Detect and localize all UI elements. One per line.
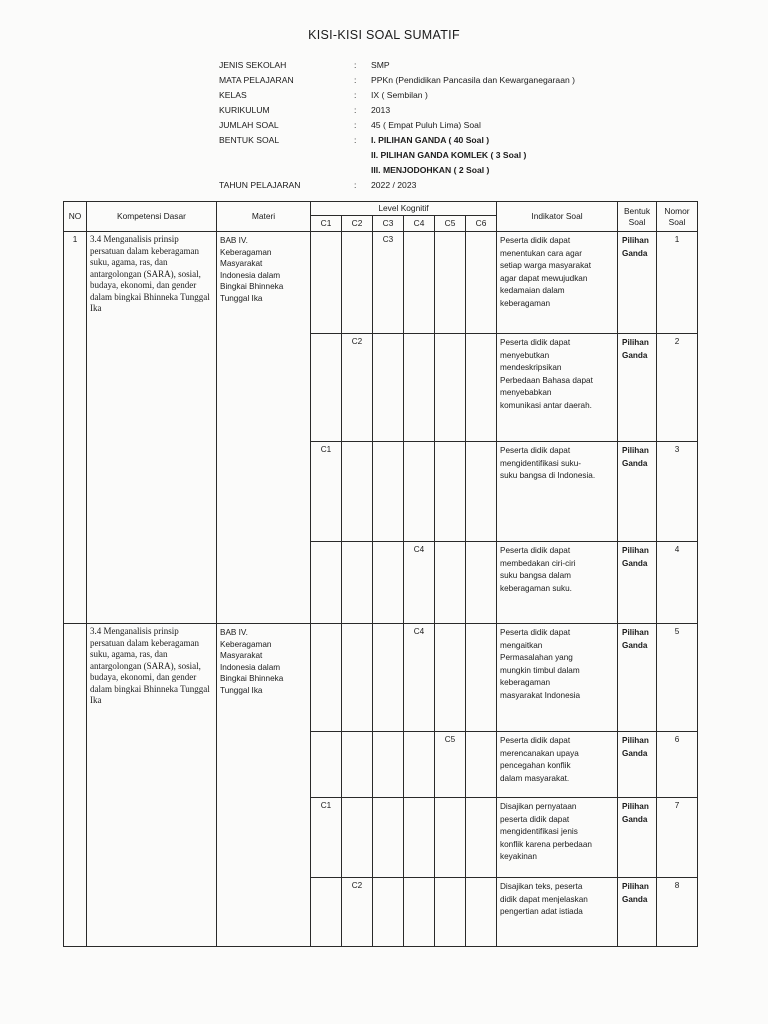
level-cell-c2: C2	[342, 878, 373, 947]
indikator-cell	[497, 798, 618, 878]
info-row-school-year	[219, 178, 575, 193]
info-colon: :	[354, 90, 357, 100]
header-level-c5: C5	[435, 216, 466, 232]
info-row-class	[219, 88, 575, 103]
nomor-soal-cell: 6	[657, 732, 698, 798]
info-colon: :	[354, 105, 357, 115]
level-cell-c3	[373, 542, 404, 624]
level-cell-c3	[373, 878, 404, 947]
bentuk-soal-line: Ganda	[622, 558, 648, 568]
indikator-cell	[497, 624, 618, 732]
level-cell-c1	[311, 624, 342, 732]
table-body	[64, 232, 698, 947]
level-cell-c6	[466, 232, 497, 334]
info-label: JUMLAH SOAL	[219, 120, 279, 130]
table-row	[64, 624, 698, 732]
bentuk-soal-cell	[618, 542, 657, 624]
level-cell-c6	[466, 624, 497, 732]
nomor-soal-cell: 7	[657, 798, 698, 878]
info-label: KURIKULUM	[219, 105, 270, 115]
level-cell-c6	[466, 542, 497, 624]
level-cell-c5	[435, 232, 466, 334]
level-cell-c4	[404, 732, 435, 798]
nomor-soal-cell: 3	[657, 442, 698, 542]
info-value: PPKn (Pendidikan Pancasila dan Kewarganegaraan )	[371, 75, 575, 85]
materi-line: Bingkai Bhinneka	[220, 674, 284, 683]
bentuk-soal-cell	[618, 442, 657, 542]
indikator-line: agar dapat mewujudkan	[500, 273, 588, 283]
indikator-line: pengertian adat istiada	[500, 907, 583, 916]
indikator-line: Peserta didik dapat	[500, 546, 571, 555]
materi-line: Tunggal Ika	[220, 293, 263, 303]
materi-line: Tunggal Ika	[220, 685, 263, 695]
materi-line: Masyarakat	[220, 259, 263, 268]
level-cell-c4	[404, 442, 435, 542]
indikator-line: keberagaman suku.	[500, 583, 572, 593]
info-value: 2013	[371, 105, 391, 115]
bentuk-soal-line: Ganda	[622, 814, 648, 824]
level-cell-c5	[435, 334, 466, 442]
info-row-subject	[219, 73, 575, 88]
level-cell-c2	[342, 798, 373, 878]
info-row-question-form-3	[219, 163, 575, 178]
bentuk-soal-line: Ganda	[622, 458, 648, 468]
level-cell-c1	[311, 878, 342, 947]
nomor-soal-cell: 5	[657, 624, 698, 732]
indikator-line: membedakan ciri-ciri	[500, 558, 576, 568]
info-label: JENIS SEKOLAH	[219, 60, 287, 70]
indikator-line: Disajikan teks, peserta	[500, 882, 583, 891]
indikator-line: konflik karena perbedaan	[500, 839, 592, 849]
level-cell-c3	[373, 624, 404, 732]
indikator-line: kedamaian dalam	[500, 286, 565, 295]
info-value: 2022 / 2023	[371, 180, 417, 190]
header-kompetensi-dasar: Kompetensi Dasar	[87, 202, 217, 232]
level-cell-c6	[466, 878, 497, 947]
bentuk-soal-cell	[618, 334, 657, 442]
level-cell-c2: C2	[342, 334, 373, 442]
indikator-cell	[497, 878, 618, 947]
info-label: TAHUN PELAJARAN	[219, 180, 301, 190]
materi-cell	[217, 232, 311, 624]
info-row-question-form	[219, 133, 575, 148]
info-value: II. PILIHAN GANDA KOMLEK ( 3 Soal )	[371, 150, 527, 160]
level-cell-c5	[435, 542, 466, 624]
indikator-line: dalam masyarakat.	[500, 773, 570, 783]
bentuk-soal-line: Ganda	[622, 640, 648, 650]
header-level-kognitif: Level Kognitif	[311, 202, 497, 216]
bentuk-soal-line: Pilihan	[622, 236, 649, 245]
nomor-soal-cell: 4	[657, 542, 698, 624]
level-cell-c5	[435, 798, 466, 878]
info-row-question-form-2	[219, 148, 575, 163]
header-bentuk-soal: Bentuk Soal	[618, 202, 657, 232]
level-cell-c1	[311, 732, 342, 798]
materi-line: Bingkai Bhinneka	[220, 282, 284, 291]
level-cell-c2	[342, 232, 373, 334]
indikator-cell	[497, 334, 618, 442]
header-materi: Materi	[217, 202, 311, 232]
header-no: NO	[64, 202, 87, 232]
indikator-line: mengaitkan	[500, 640, 543, 650]
indikator-line: Peserta didik dapat	[500, 628, 571, 637]
indikator-cell	[497, 442, 618, 542]
level-cell-c4	[404, 232, 435, 334]
indikator-line: merencanakan upaya	[500, 748, 579, 758]
level-cell-c2	[342, 732, 373, 798]
level-cell-c4: C4	[404, 542, 435, 624]
indikator-line: suku bangsa dalam	[500, 571, 572, 580]
header-indikator-soal: Indikator Soal	[497, 202, 618, 232]
bentuk-soal-line: Pilihan	[622, 446, 649, 455]
indikator-line: keberagaman	[500, 298, 551, 308]
bentuk-soal-line: Pilihan	[622, 802, 649, 811]
level-cell-c2	[342, 624, 373, 732]
indikator-line: peserta didik dapat	[500, 814, 570, 824]
level-cell-c4	[404, 334, 435, 442]
indikator-line: mungkin timbul dalam	[500, 665, 580, 675]
level-cell-c1	[311, 232, 342, 334]
bentuk-soal-cell	[618, 232, 657, 334]
indikator-line: setiap warga masyarakat	[500, 261, 592, 270]
level-cell-c6	[466, 732, 497, 798]
materi-line: Indonesia dalam	[220, 270, 281, 280]
level-cell-c6	[466, 334, 497, 442]
info-label: BENTUK SOAL	[219, 135, 280, 145]
bentuk-soal-line: Ganda	[622, 748, 648, 758]
level-cell-c1: C1	[311, 798, 342, 878]
header-level-c3: C3	[373, 216, 404, 232]
level-cell-c3	[373, 442, 404, 542]
info-colon: :	[354, 75, 357, 85]
materi-line: Keberagaman	[220, 247, 272, 257]
bentuk-soal-cell	[618, 878, 657, 947]
indikator-line: mendeskripsikan	[500, 363, 562, 372]
level-cell-c1	[311, 542, 342, 624]
indikator-line: Peserta didik dapat	[500, 236, 571, 245]
materi-line: Masyarakat	[220, 651, 263, 660]
indikator-cell	[497, 232, 618, 334]
info-colon: :	[354, 180, 357, 190]
indikator-line: komunikasi antar daerah.	[500, 400, 592, 410]
header-nomor-soal: Nomor Soal	[657, 202, 698, 232]
indikator-line: pencegahan konflik	[500, 761, 571, 770]
info-colon: :	[354, 60, 357, 70]
indikator-line: mengidentifikasi jenis	[500, 827, 578, 836]
level-cell-c5	[435, 624, 466, 732]
level-cell-c1	[311, 334, 342, 442]
level-cell-c4	[404, 878, 435, 947]
header-level-c4: C4	[404, 216, 435, 232]
level-cell-c2	[342, 442, 373, 542]
materi-line: Indonesia dalam	[220, 662, 281, 672]
bentuk-soal-cell	[618, 732, 657, 798]
bentuk-soal-cell	[618, 624, 657, 732]
level-cell-c5	[435, 878, 466, 947]
materi-line: BAB IV.	[220, 628, 248, 637]
info-label: MATA PELAJARAN	[219, 75, 294, 85]
indikator-line: masyarakat Indonesia	[500, 690, 581, 700]
info-colon: :	[354, 135, 357, 145]
info-value: I. PILIHAN GANDA ( 40 Soal )	[371, 135, 490, 145]
level-cell-c3	[373, 334, 404, 442]
level-cell-c5	[435, 442, 466, 542]
indikator-cell	[497, 732, 618, 798]
row-number: 1	[64, 232, 87, 624]
document-title: KISI-KISI SOAL SUMATIF	[308, 28, 460, 42]
materi-line: BAB IV.	[220, 236, 248, 245]
indikator-line: menentukan cara agar	[500, 248, 582, 258]
indikator-line: Perbedaan Bahasa dapat	[500, 375, 593, 385]
level-cell-c3: C3	[373, 232, 404, 334]
materi-line: Keberagaman	[220, 639, 272, 649]
bentuk-soal-line: Pilihan	[622, 628, 649, 637]
kompetensi-dasar-cell: 3.4 Menganalisis prinsip persatuan dalam keberagaman suku, agama, ras, dan antargolongan (SARA), sosial, budaya, ekonomi, dan gender dalam bingkai Bhinneka Tunggal Ika	[87, 232, 217, 624]
level-cell-c5: C5	[435, 732, 466, 798]
indikator-line: didik dapat menjelaskan	[500, 894, 588, 904]
indikator-line: suku bangsa di Indonesia.	[500, 471, 596, 480]
level-cell-c2	[342, 542, 373, 624]
level-cell-c3	[373, 798, 404, 878]
materi-cell	[217, 624, 311, 947]
indikator-line: Permasalahan yang	[500, 653, 573, 662]
kompetensi-dasar-cell: 3.4 Menganalisis prinsip persatuan dalam keberagaman suku, agama, ras, dan antargolongan (SARA), sosial, budaya, ekonomi, dan gender dalam bingkai Bhinneka Tunggal Ika	[87, 624, 217, 947]
bentuk-soal-line: Pilihan	[622, 546, 649, 555]
indikator-line: keyakinan	[500, 852, 537, 861]
info-value: III. MENJODOHKAN ( 2 Soal )	[371, 165, 490, 175]
bentuk-soal-line: Ganda	[622, 894, 648, 904]
info-row-question-count	[219, 118, 575, 133]
row-number	[64, 624, 87, 947]
bentuk-soal-line: Pilihan	[622, 338, 649, 347]
indikator-line: Peserta didik dapat	[500, 736, 571, 745]
indikator-line: menyebabkan	[500, 388, 552, 397]
indikator-line: mengidentifikasi suku-	[500, 458, 582, 468]
info-row-school	[219, 58, 575, 73]
info-value: SMP	[371, 60, 390, 70]
info-value: IX ( Sembilan )	[371, 90, 428, 100]
level-cell-c3	[373, 732, 404, 798]
nomor-soal-cell: 2	[657, 334, 698, 442]
nomor-soal-cell: 1	[657, 232, 698, 334]
bentuk-soal-line: Pilihan	[622, 882, 649, 891]
bentuk-soal-line: Ganda	[622, 248, 648, 258]
info-colon: :	[354, 120, 357, 130]
header-level-c1: C1	[311, 216, 342, 232]
bentuk-soal-line: Ganda	[622, 350, 648, 360]
info-label: KELAS	[219, 90, 247, 100]
info-row-curriculum	[219, 103, 575, 118]
document-info	[219, 58, 575, 193]
bentuk-soal-cell	[618, 798, 657, 878]
level-cell-c6	[466, 798, 497, 878]
indikator-cell	[497, 542, 618, 624]
bentuk-soal-line: Pilihan	[622, 736, 649, 745]
nomor-soal-cell: 8	[657, 878, 698, 947]
indikator-line: Peserta didik dapat	[500, 446, 571, 455]
table-row	[64, 232, 698, 334]
level-cell-c4: C4	[404, 624, 435, 732]
indikator-line: menyebutkan	[500, 350, 550, 360]
header-level-c6: C6	[466, 216, 497, 232]
level-cell-c6	[466, 442, 497, 542]
indikator-line: Peserta didik dapat	[500, 338, 571, 347]
level-cell-c1: C1	[311, 442, 342, 542]
indikator-line: keberagaman	[500, 678, 551, 687]
kisi-kisi-table	[63, 201, 698, 947]
level-cell-c4	[404, 798, 435, 878]
indikator-line: Disajikan pernyataan	[500, 802, 577, 811]
header-level-c2: C2	[342, 216, 373, 232]
info-value: 45 ( Empat Puluh Lima) Soal	[371, 120, 481, 130]
